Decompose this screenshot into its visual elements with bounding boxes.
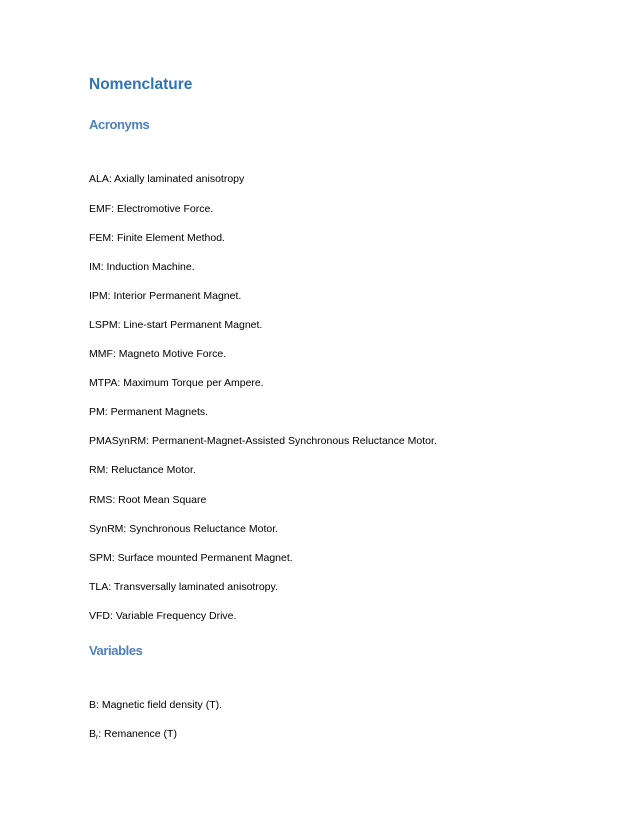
variable-description: : Remanence (T): [98, 728, 177, 740]
acronym-item: MTPA: Maximum Torque per Ampere.: [89, 377, 264, 389]
acronym-item: VFD: Variable Frequency Drive.: [89, 610, 237, 622]
variable-symbol: B: [89, 728, 97, 740]
variable-subscript: r: [96, 734, 99, 741]
acronym-item: EMF: Electromotive Force.: [89, 203, 214, 215]
acronym-item: MMF: Magneto Motive Force.: [89, 348, 227, 360]
acronym-item: TLA: Transversally laminated anisotropy.: [89, 581, 278, 593]
acronym-item: SynRM: Synchronous Reluctance Motor.: [89, 523, 279, 535]
acronym-item: LSPM: Line-start Permanent Magnet.: [89, 319, 263, 331]
acronym-item: RM: Reluctance Motor.: [89, 464, 196, 476]
acronym-item: IM: Induction Machine.: [89, 261, 195, 273]
acronym-item: SPM: Surface mounted Permanent Magnet.: [89, 552, 293, 564]
acronyms-heading: Acronyms: [89, 117, 150, 132]
acronym-item: ALA: Axially laminated anisotropy: [89, 173, 245, 185]
variable-item: B: Magnetic field density (T).: [89, 699, 223, 711]
variable-item: [89, 728, 177, 744]
acronym-item: RMS: Root Mean Square: [89, 494, 207, 506]
page-title: Nomenclature: [89, 76, 193, 93]
variables-heading: Variables: [89, 643, 143, 658]
acronym-item: PMASynRM: Permanent-Magnet-Assisted Synchronous Reluctance Motor.: [89, 435, 437, 447]
acronym-item: PM: Permanent Magnets.: [89, 406, 209, 418]
acronym-item: IPM: Interior Permanent Magnet.: [89, 290, 242, 302]
acronym-item: FEM: Finite Element Method.: [89, 232, 225, 244]
